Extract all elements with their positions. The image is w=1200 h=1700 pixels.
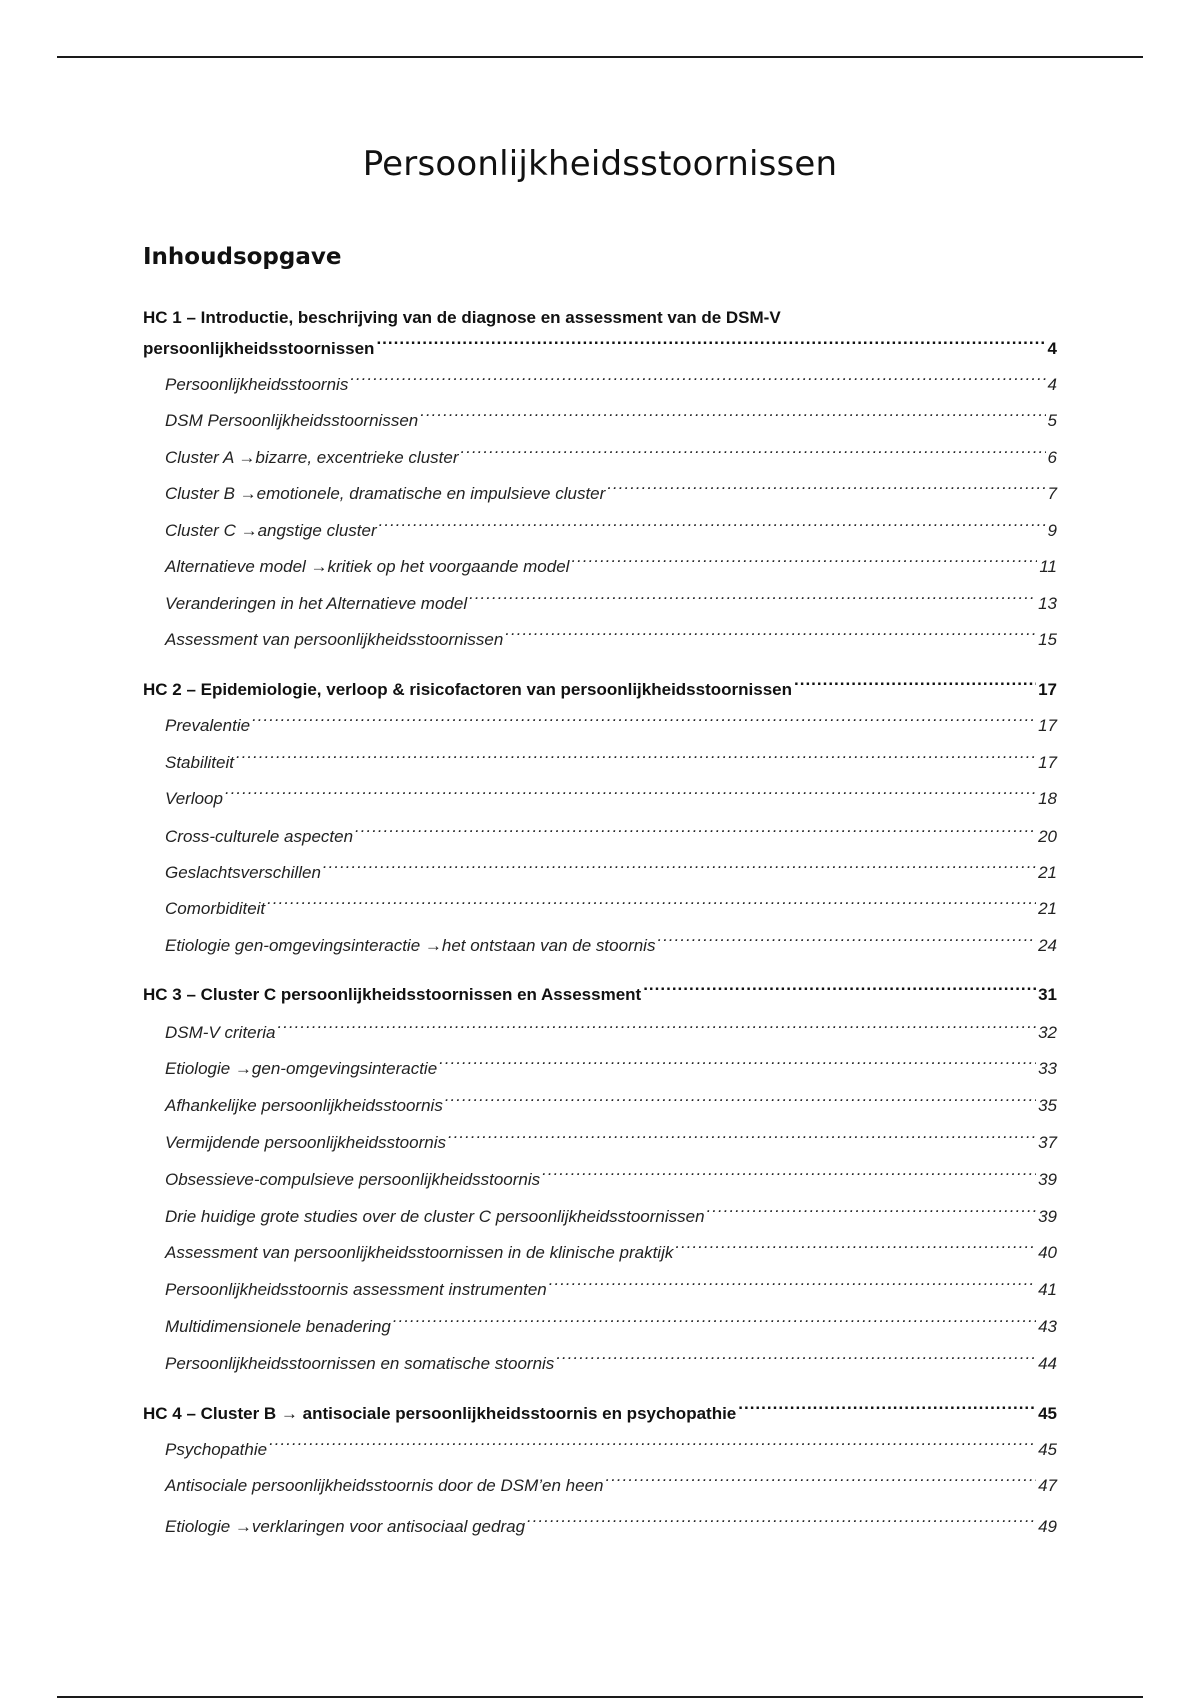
toc-leader-dots	[527, 1508, 1036, 1532]
toc-page-number: 49	[1038, 1517, 1057, 1536]
toc-page-number: 43	[1038, 1317, 1057, 1336]
toc-page-number: 13	[1038, 594, 1057, 613]
toc-entry-label: HC 4 – Cluster B → antisociale persoonlijkheidsstoornis en psychopathie	[143, 1404, 737, 1423]
toc-leader-dots	[420, 402, 1045, 426]
toc-page-number: 41	[1038, 1280, 1057, 1299]
toc-leader-dots	[505, 621, 1036, 645]
toc-entry-sub[interactable]	[165, 1234, 1057, 1265]
toc-entry-hc4[interactable]	[143, 1395, 1057, 1426]
toc-leader-dots	[542, 1161, 1036, 1185]
toc-leader-dots	[571, 548, 1037, 572]
toc-entry-sub[interactable]	[165, 1431, 1057, 1462]
toc-leader-dots	[643, 976, 1036, 1000]
toc-entry-label: Obsessieve-compulsieve persoonlijkheidsstoornis	[165, 1170, 541, 1189]
toc-page-number: 17	[1038, 680, 1057, 699]
toc-leader-dots	[675, 1234, 1036, 1258]
toc-entry-label: Assessment van persoonlijkheidsstoornissen in de klinische praktijk	[165, 1243, 674, 1262]
toc-page-number: 4	[1047, 375, 1057, 394]
toc-entry-label: Stabiliteit	[165, 753, 234, 772]
toc-entry-sub[interactable]	[165, 707, 1057, 738]
toc-entry-sub[interactable]	[165, 402, 1057, 433]
toc-entry-sub[interactable]	[165, 927, 1057, 958]
toc-leader-dots	[376, 330, 1045, 354]
toc-leader-dots	[278, 1014, 1037, 1038]
toc-page-number: 4	[1047, 339, 1057, 358]
toc-entry-label: HC 3 – Cluster C persoonlijkheidsstoornissen en Assessment	[143, 985, 642, 1004]
toc-entry-label: Alternatieve model →kritiek op het voorgaande model	[165, 557, 570, 576]
toc-entry-label: Cluster A →bizarre, excentrieke cluster	[165, 448, 459, 467]
toc-leader-dots	[556, 1345, 1036, 1369]
toc-entry-sub[interactable]	[165, 744, 1057, 775]
toc-page-number: 45	[1038, 1440, 1057, 1459]
toc-entry-label: Persoonlijkheidsstoornissen en somatische stoornis	[165, 1354, 555, 1373]
toc-entry-label: Afhankelijke persoonlijkheidsstoornis	[165, 1096, 443, 1115]
toc-entry-label: Etiologie →gen-omgevingsinteractie	[165, 1059, 438, 1078]
toc-leader-dots	[393, 1308, 1036, 1332]
toc-leader-dots	[469, 585, 1036, 609]
toc-entry-label: Multidimensionele benadering	[165, 1317, 391, 1336]
toc-entry-sub[interactable]	[165, 512, 1057, 543]
toc-entry-sub[interactable]	[165, 439, 1057, 470]
toc-page-number: 39	[1038, 1170, 1057, 1189]
toc-page-number: 39	[1038, 1207, 1057, 1226]
toc-entry-sub[interactable]	[165, 1161, 1057, 1192]
toc-entry-sub[interactable]	[165, 854, 1057, 885]
toc-entry-hc3[interactable]	[143, 976, 1057, 1007]
document-title: Persoonlijkheidsstoornissen	[362, 144, 838, 184]
toc-page-number: 20	[1038, 827, 1057, 846]
toc-page-number: 45	[1038, 1404, 1057, 1423]
toc-entry-label: Prevalentie	[165, 716, 251, 735]
toc-page-number: 21	[1038, 899, 1057, 918]
toc-entry-hc1[interactable]	[143, 330, 1057, 361]
toc-heading: Inhoudsopgave	[143, 244, 342, 270]
toc-leader-dots	[549, 1271, 1036, 1295]
toc-leader-dots	[448, 1124, 1036, 1148]
toc-leader-dots	[607, 475, 1045, 499]
toc-entry-label: HC 2 – Epidemiologie, verloop & risicofactoren van persoonlijkheidsstoornissen	[143, 680, 792, 699]
toc-leader-dots	[707, 1198, 1037, 1222]
toc-leader-dots	[236, 744, 1036, 768]
toc-leader-dots	[445, 1087, 1036, 1111]
toc-leader-dots	[379, 512, 1046, 536]
toc-entry-sub[interactable]	[165, 780, 1057, 811]
toc-page-number: 31	[1038, 985, 1057, 1004]
toc-page-number: 24	[1038, 936, 1057, 955]
toc-leader-dots	[738, 1395, 1036, 1419]
toc-entry-label: Cross-culturele aspecten	[165, 827, 354, 846]
toc-page-number: 32	[1038, 1023, 1057, 1042]
toc-entry-sub[interactable]	[165, 1271, 1057, 1302]
toc-entry-sub[interactable]	[165, 1014, 1057, 1045]
toc-page-number: 37	[1038, 1133, 1057, 1152]
toc-page-number: 15	[1038, 630, 1057, 649]
toc-page-number: 47	[1038, 1476, 1057, 1495]
toc-leader-dots	[269, 1431, 1036, 1455]
toc-entry-sub[interactable]	[165, 621, 1057, 652]
toc-leader-dots	[657, 927, 1036, 951]
toc-entry-label: persoonlijkheidsstoornissen	[143, 339, 375, 358]
toc-page-number: 17	[1038, 716, 1057, 735]
bottom-rule	[57, 1696, 1143, 1698]
toc-page-number: 7	[1047, 484, 1057, 503]
toc-entry-label: Drie huidige grote studies over de cluster C persoonlijkheidsstoornissen	[165, 1207, 705, 1226]
toc-page-number: 21	[1038, 863, 1057, 882]
toc-entry-label: Psychopathie	[165, 1440, 268, 1459]
toc-page-number: 9	[1047, 521, 1057, 540]
toc-leader-dots	[439, 1050, 1036, 1074]
toc-entry-sub[interactable]	[165, 890, 1057, 921]
toc-entry-label: Etiologie →verklaringen voor antisociaal gedrag	[165, 1517, 526, 1536]
toc-entry-sub[interactable]	[165, 1467, 1057, 1498]
toc-entry-label: Persoonlijkheidsstoornis assessment instrumenten	[165, 1280, 547, 1299]
toc-page-number: 6	[1047, 448, 1057, 467]
toc-page-number: 17	[1038, 753, 1057, 772]
toc-leader-dots	[252, 707, 1036, 731]
toc-entry-hc1-line1[interactable]: HC 1 – Introductie, beschrijving van de diagnose en assessment van de DSM-V	[143, 308, 781, 327]
toc-page-number: 11	[1039, 557, 1057, 576]
toc-leader-dots	[461, 439, 1046, 463]
toc-leader-dots	[605, 1467, 1036, 1491]
toc-leader-dots	[267, 890, 1036, 914]
toc-entry-sub[interactable]	[165, 1308, 1057, 1339]
toc-page-number: 35	[1038, 1096, 1057, 1115]
toc-leader-dots	[323, 854, 1036, 878]
toc-entry-label: Assessment van persoonlijkheidsstoornissen	[165, 630, 504, 649]
toc-entry-sub[interactable]	[165, 1050, 1057, 1081]
toc-page-number: 5	[1047, 411, 1057, 430]
toc-entry-hc2[interactable]	[143, 671, 1057, 702]
toc-leader-dots	[355, 818, 1036, 842]
toc-entry-sub[interactable]	[165, 585, 1057, 616]
toc-leader-dots	[350, 366, 1045, 390]
toc-entry-label: Veranderingen in het Alternatieve model	[165, 594, 468, 613]
toc-leader-dots	[794, 671, 1036, 695]
toc-entry-label: Cluster C →angstige cluster	[165, 521, 377, 540]
toc-entry-label: Vermijdende persoonlijkheidsstoornis	[165, 1133, 446, 1152]
toc-entry-label: DSM-V criteria	[165, 1023, 276, 1042]
toc-page-number: 40	[1038, 1243, 1057, 1262]
toc-entry-label: Cluster B →emotionele, dramatische en impulsieve cluster	[165, 484, 606, 503]
toc-entry-label: DSM Persoonlijkheidsstoornissen	[165, 411, 419, 430]
toc-entry-label: Antisociale persoonlijkheidsstoornis door de DSM’en heen	[165, 1476, 604, 1495]
toc-page-number: 18	[1038, 789, 1057, 808]
toc-page-number: 44	[1038, 1354, 1057, 1373]
toc-entry-label: Verloop	[165, 789, 223, 808]
toc-entry-sub[interactable]	[165, 1124, 1057, 1155]
toc-entry-sub[interactable]	[165, 1508, 1057, 1539]
toc-entry-sub[interactable]	[165, 548, 1057, 579]
toc-entry-label: Comorbiditeit	[165, 899, 266, 918]
toc-entry-sub[interactable]	[165, 1087, 1057, 1118]
toc-entry-sub[interactable]	[165, 818, 1057, 849]
toc-page-number: 33	[1038, 1059, 1057, 1078]
toc-entry-label: Persoonlijkheidsstoornis	[165, 375, 349, 394]
toc-entry-label: Geslachtsverschillen	[165, 863, 321, 882]
toc-entry-sub[interactable]	[165, 1198, 1057, 1229]
toc-entry-sub[interactable]	[165, 1345, 1057, 1376]
toc-entry-sub[interactable]	[165, 366, 1057, 397]
toc-entry-sub[interactable]	[165, 475, 1057, 506]
toc-leader-dots	[225, 780, 1036, 804]
toc-entry-label: Etiologie gen-omgevingsinteractie →het ontstaan van de stoornis	[165, 936, 656, 955]
